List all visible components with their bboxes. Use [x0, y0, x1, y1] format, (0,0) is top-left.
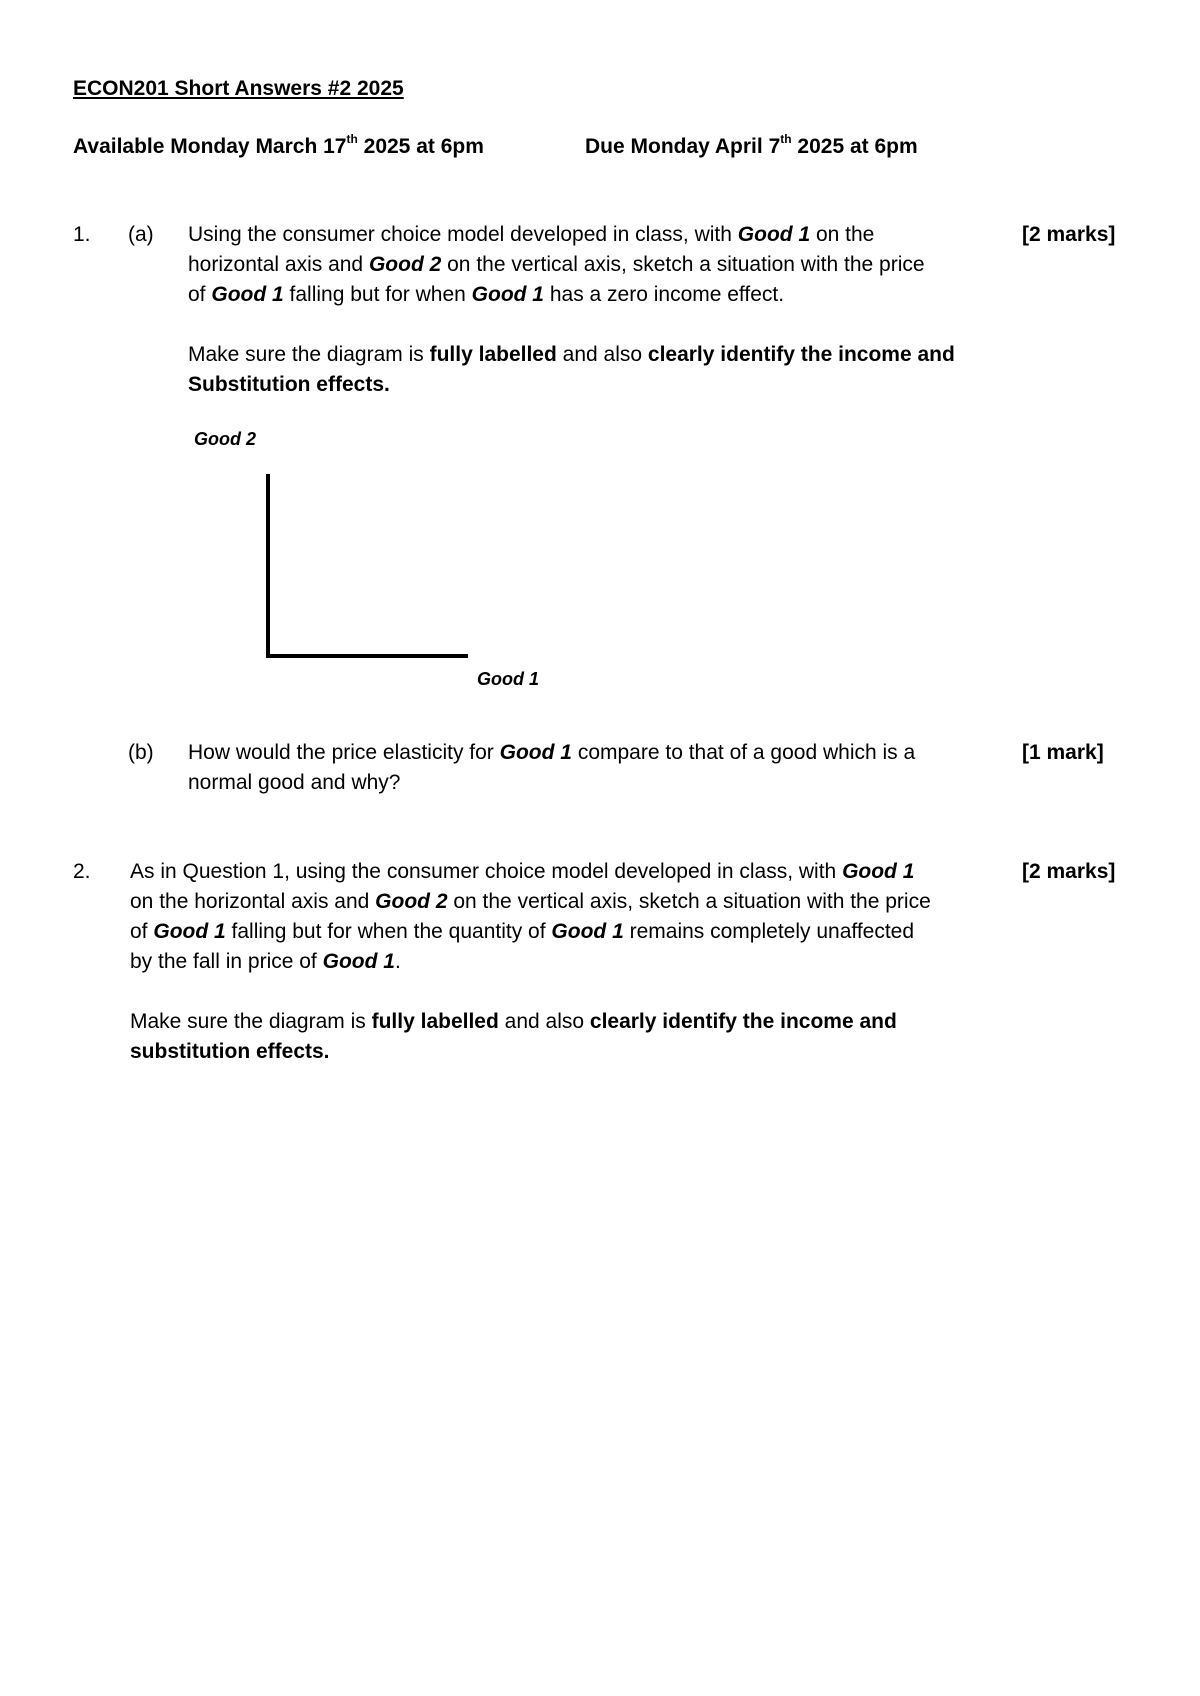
document-title: ECON201 Short Answers #2 2025: [73, 77, 404, 100]
question-2-instructions: Make sure the diagram is fully labelled and also clearly identify the income and: [130, 1010, 897, 1033]
question-1b-marks: [1 mark]: [1022, 741, 1104, 764]
diagram-axes: [262, 472, 472, 660]
available-date: Available Monday March 17th 2025 at 6pm: [73, 132, 484, 158]
diagram-x-axis-label: Good 1: [477, 669, 539, 689]
question-1b-text: How would the price elasticity for Good 1 compare to that of a good which is a normal good and why?: [188, 741, 916, 794]
question-2-number: 2.: [73, 860, 91, 883]
question-1a-text: Using the consumer choice model developed in class, with Good 1 on the horizontal axis and Good 2 on the vertical axis, sketch a situation with the price of Good 1 falling but for when Good 1 has a zero income effect. Make sure the diagram is fully labelled and also clearly identify the income and Substitution effects.: [188, 220, 988, 400]
question-1a-marks: [2 marks]: [1022, 223, 1116, 246]
question-1-number: 1.: [73, 223, 91, 246]
question-2-text: As in Question 1, using the consumer choice model developed in class, with Good 1 on the horizontal axis and Good 2 on the vertical axis, sketch a situation with the price of Good 1 falling but for when the quantity of Good 1 remains completely unaffected by the fall in price of Good 1. Make sure the diagram is fully labelled and also clearly identify the income and substitution effects.: [130, 857, 1000, 1067]
question-1a-label: (a): [128, 223, 154, 246]
question-1a-instructions: Make sure the diagram is fully labelled and also clearly identify the income and: [188, 343, 955, 366]
question-1b-label: (b): [128, 741, 154, 764]
due-date: Due Monday April 7th 2025 at 6pm: [585, 132, 918, 158]
diagram-y-axis-label: Good 2: [194, 429, 256, 449]
question-2-marks: [2 marks]: [1022, 860, 1116, 883]
